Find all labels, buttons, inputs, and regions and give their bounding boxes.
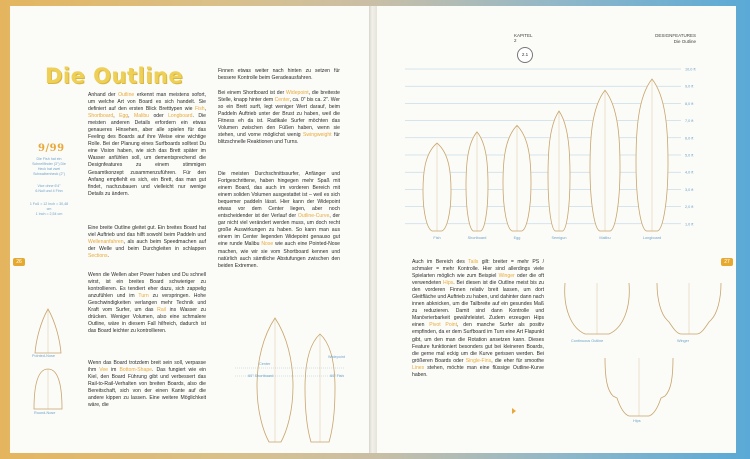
glossary-term: Egg (119, 113, 129, 120)
ruler-label: 4,0 ft (685, 170, 694, 175)
winger-label: Winger (677, 339, 690, 343)
text-col1-mid: Eine breite Outline gleitet gut. Ein breites Board hat viel Auftrieb und das hilft sowohl beim Paddeln und Wellenanfahren, als auch beim Speedmachen auf der Welle und beim Durchgleiten in schlappen Sections. (88, 225, 206, 260)
board-label: Malibu (599, 236, 611, 240)
ruler-label: 7,0 ft (685, 119, 694, 124)
continue-arrow-icon (512, 408, 516, 414)
glossary-term: Wellenanfahren (88, 239, 124, 246)
ruler-label: 8,0 ft (685, 101, 694, 106)
ruler-label: 2,0 ft (685, 205, 694, 210)
nose-illustrations (28, 301, 68, 441)
text-col1-top: Anhand der Outline erkennt man meistens sofort, um welche Art von Board es sich handelt. Sie definiert auf den ersten Blick Bretttypen wie Fish, Shortboard, Egg, Malibu oder Longboard. Die meisten anderen Details erfordern ein etwas genaueres Hinsehen, aber alle spielen für das Feeling des Boards auf ihre Weise eine wichtige Rolle. Bei der Planung eines Surfboards solltest Du eine Vision haben, wie sich das Brett später im Wasser anfühlen soll, um dementsprechend die Designfeatures zu einem stimmigen Gesamtkonzept zusammenzuführen. Für den Anfang empfiehlt es sich, ein Brett, das man gut findet, nachzubauen und vielleicht nur wenige Details zu ändern. (88, 92, 206, 197)
tail-illustrations (557, 278, 727, 428)
center-label: Center (259, 362, 271, 366)
page-number-left: 26 (13, 258, 25, 266)
page-number-right: 27 (721, 258, 733, 266)
shortboard-label: 60" Shortboard (248, 374, 274, 378)
glossary-term: Hips (443, 280, 454, 287)
glossary-term: Longboard (168, 113, 193, 120)
glossary-term: Shortboard (88, 113, 114, 120)
ruler-label: 3,0 ft (685, 187, 694, 192)
board-lineup (377, 61, 717, 261)
continuous-outline-label: Continuous Outline (571, 339, 604, 343)
glossary-term: Lines (412, 364, 425, 371)
glossary-term: Swingweight (302, 132, 332, 139)
sidebar-note-3: 1 Fuß = 12 Inch = 30,48 cm 1 Inch = 2,54 cm (29, 202, 69, 216)
chapter-label: KAPITEL 2 (514, 33, 533, 43)
glossary-term: Winger (498, 273, 515, 280)
glossary-term: Tails (468, 259, 479, 265)
text-col2-mid: Bei einem Shortboard ist der Widepoint, die breiteste Stelle, knapp hinter dem Center, ca. 0" bis ca. 2". Wer so ein Brett surft, legt weniger Wert darauf, beim Paddeln Auftrieb unter der Brust zu haben, weil die Fitness eh da ist. Radikale Surfer möchten das Volumen zwischen den Füßen haben, wenn sie stehen, und vorne möglichst wenig Swingweight für blitzschnelle Reaktionen und Turns. (218, 90, 340, 146)
ruler-label: 1,0 ft (685, 222, 694, 227)
round-nose-label: Round-Nose (34, 411, 56, 415)
ruler-label: 9,0 ft (685, 84, 694, 89)
text-col1-mid2: Wenn die Wellen aber Power haben und Du schnell wirst, ist ein breites Board schwieriger zu kontrollieren. Es tendiert eher dazu, sich zappelig anzufühlen und im Turn zu verspringen. Hohe Geschwindigkeiten verlangen mehr Technik und Kraft vom Surfer, um das Rail ins Wasser zu drücken. Weniger Volumen, also eine schmalere Outline, wäre in diesem Fall hilfreich, dadurch ist das Board leichter zu kontrollieren. (88, 272, 206, 335)
board-label: Longboard (642, 236, 662, 240)
section-heading: DESIGNFEATURES Die Outline (655, 33, 696, 44)
glossary-term: Vee (99, 367, 109, 374)
glossary-term: Rail (157, 307, 166, 314)
glossary-term: Fish (194, 106, 205, 113)
glossary-term: Sections (88, 253, 108, 260)
glossary-term: Center (274, 97, 290, 104)
sidebar-note-1: Die Fish hat ein Schnellfinder (3") Die Heck hat zwei Schwalbenheck (2") (32, 157, 66, 176)
chapter-badge: 2.1 (517, 47, 533, 63)
pointed-nose-label: Pointed-Nose (32, 354, 56, 358)
glossary-term: Outline (118, 92, 135, 98)
glossary-term: Nose (261, 241, 274, 248)
glossary-term: Pivot Point (429, 322, 458, 329)
ruler-label: 5,0 ft (685, 153, 694, 158)
hips-label: Hips (633, 419, 641, 423)
book-fold (369, 6, 377, 453)
glossary-term: Single-Fins (465, 357, 492, 364)
board-label: Shortboard (467, 236, 487, 240)
outline-comparison (235, 316, 345, 446)
fish-label: 60" Fish (330, 374, 344, 378)
right-page (377, 6, 736, 453)
glossary-term: Malibu (134, 113, 150, 120)
glossary-term: Turn (138, 293, 149, 300)
ruler-label: 6,0 ft (685, 136, 694, 141)
text-col2-top: Finnen etwas weiter nach hinten zu setzen für bessere Kontrolle beim Geradeausfahren. (218, 68, 340, 82)
widepoint-label: Widepoint (328, 355, 345, 359)
ruler-label: 10,0 ft (685, 67, 696, 72)
glossary-term: Outline-Curve (297, 213, 330, 220)
text-col2-bot: Die meisten Durchschnittssurfer, Anfänger und Fortgeschrittene, haben hingegen mehr Spaß mit einem Board, das auch im vorderen Bereich mit einem soliden Volumen ausgestattet ist – weil es sich bequemer paddeln lässt. Hier kann der Widepoint etwas vor dem Center liegen, aber noch entscheidender ist der Verlauf der Outline-Curve, der gar nicht viel verändert werden muss, um doch recht große Auswirkungen zu haben. So kann man aus einem im Center liegenden Widepoint genauso gut eine runde Malibu Nose wie auch eine Pointed-Nose machen, wie wir sie vom Shortboard kennen und natürlich auch sämtliche Abstufungen zwischen den beiden Extremen. (218, 171, 340, 269)
left-page (10, 6, 369, 453)
text-tail: Auch im Bereich des Tails gilt: breiter = mehr PS / schmaler = mehr Kontrolle. Hier sind allerdings viele Spielarten möglich wie zum Beispiel Winger oder die oft verwendeten Hips. Bei diesen ist die Outline meist bis zu den vorderen Finnen relativ breit lassen, um dort Gleitfläche und Auftrieb zu haben, und dahinter dann nach innen abknicken, um die Tailbreite auf ein gesundes Maß zu reduzieren. Damit sind dann Kontrolle und Manövrierbarkeit gewährleistet. Zudem erzeugen Hips einen Pivot Point, den manche Surfer als positiv empfinden, da er dem Surfboard im Turn eine Art Flapunkt gibt, um den man die Rotation ansetzen kann. Dieses Feature funktioniert besonders gut bei kleineren Boards, die gerne mal eckig um die Kurve gerissen werden. Bei größeren Boards oder Single-Fins, die eher für smoothe Lines stehen, möchte man eine flüssige Outline-Kurve haben. (412, 259, 545, 378)
sidebar-note-2: Vice ohne 6'4" 6.Null und 4 Finn (35, 184, 63, 193)
board-label: Semigun (551, 236, 567, 240)
board-label: Egg (513, 236, 521, 240)
board-label: Fish (433, 236, 441, 240)
sidebar-number: 9/99 (38, 143, 65, 154)
glossary-term: Bottom-Shape (119, 367, 153, 374)
text-col1-bot: Wenn das Board trotzdem breit sein soll, verpasse ihm Vee im Bottom-Shape. Das fungiert wie ein Kiel, den Board Führung gibt und verbessert das Rail-to-Rail-Verhalten von breiten Boards, also die Bereitschaft, sich von der einen Kante auf die andere kippen zu lassen. Eine weitere Möglichkeit wäre, die (88, 360, 206, 409)
glossary-term: Widepoint (285, 90, 309, 96)
page-title: Die Outline (45, 64, 184, 88)
